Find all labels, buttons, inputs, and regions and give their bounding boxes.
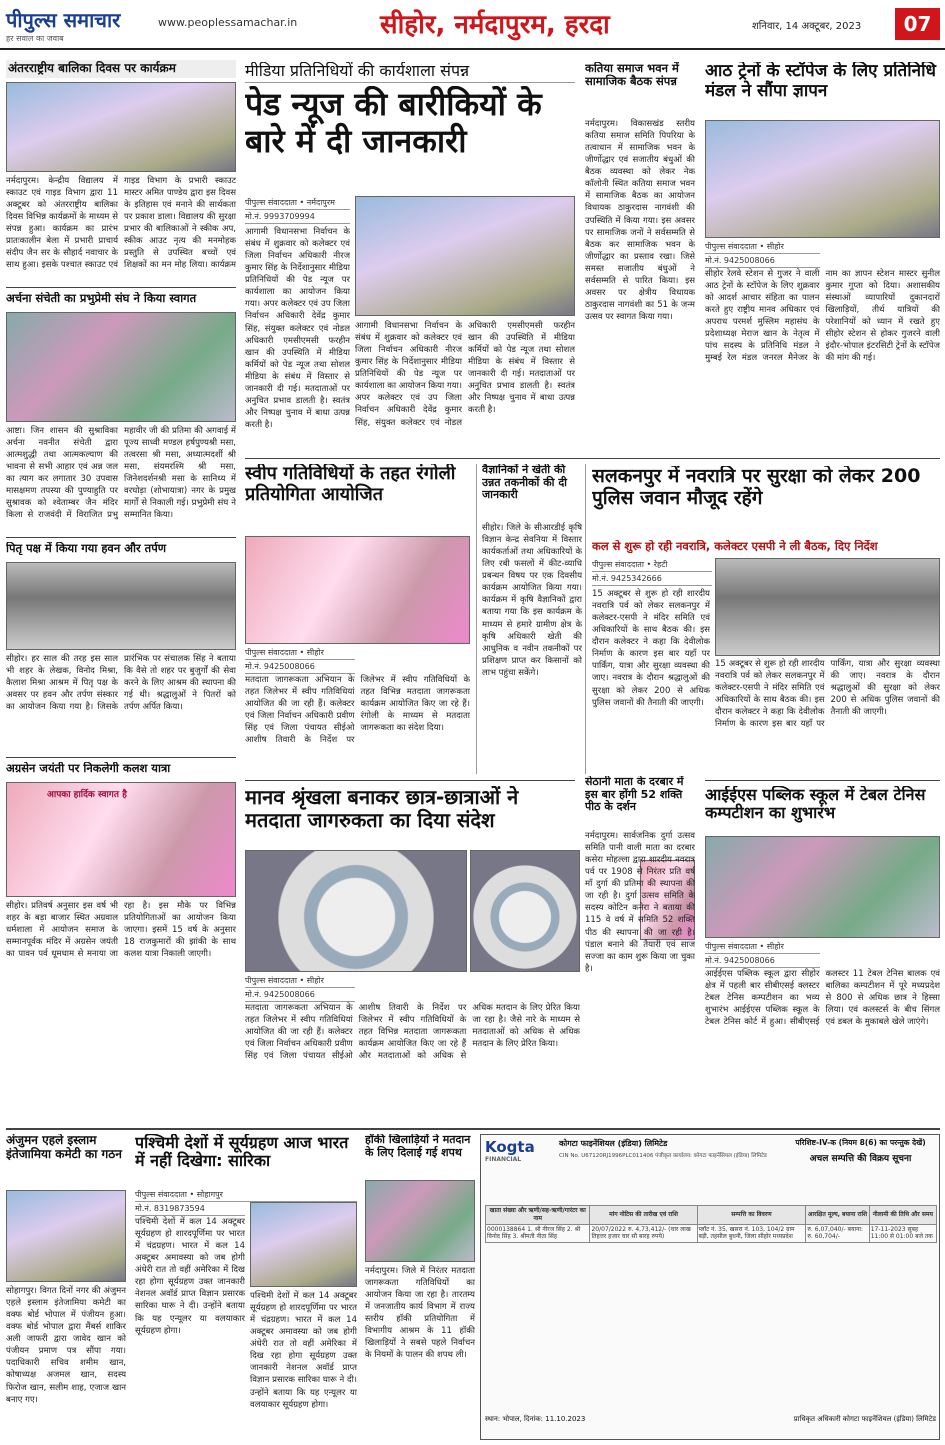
divider [585, 464, 586, 774]
table-cell: 0000138864 1. श्री नीरज सिंह 2. श्री विनोद सिंह 3. श्रीमती नीता सिंह [486, 1224, 590, 1243]
article-a1-body: नर्मदापुरम। केन्द्रीय विद्यालय में स्काउट एवं गाइड विभाग द्वारा 11 अक्टूबर को अंतरराष्ट्रीय बालिका दिवस विभिन्न कार्यक्रमों के माध्यम से संपन्न हुआ। कार्यक्रम का प्रारंभ प्रातःकालीन बेला में प्रभारी प्राचार्य संदीप जैन सर के सौहार्द नवाचार के साथ हुआ। इसके पश्चात स्काउट एवं गाइड विभाग के प्रभारी स्काउट मास्टर अमित पाण्डेय द्वारा इस दिवस के इतिहास एवं मनाने की सार्थकता पर प्रकाश डाला। विद्यालय की सुरक्षा प्रभार की बालिकाओं ने स्कीक अप, स्कीक आउट नृत्य की मनमोहक प्रस्तुति से उपस्थित बच्चों एवं शिक्षकों का मन मोह लिया। कार्यक्रम [6, 176, 236, 271]
byline-a13: पीपुल्स संवाददाता • रेहटी [592, 558, 712, 572]
ad-company: कोगटा फाइनेंशियल (इंडिया) लिमिटेड [559, 1139, 668, 1148]
photo-table-tennis [705, 836, 940, 938]
region-title: सीहोर, नर्मदापुरम, हरदा [380, 10, 610, 40]
welcome-banner-text: आपका हार्दिक स्वागत है [47, 790, 127, 800]
mobile-a13: मो.नं. 9425342666 [592, 572, 712, 586]
headline-a15: अंजुमन एहले इस्लाम इंतेजामिया कमेटी का गठन [6, 1134, 122, 1161]
headline-a8: कतिया समाज भवन में सामाजिक बैठक संपन्न [585, 62, 679, 89]
article-a3-body: सीहोर। हर साल की तरह इस साल भी शहर के लेखक, विनोद मिश्रा, कैलाश मिश्रा आश्रम में पितृ पक्ष के अवसर पर हवन और तर्पण संस्कार का आयोजन किया गया है। जिसके प्रारंभिक पर संचालक सिंह ने बताया कि वैसे तो शहर पर बुजुर्गों की सेवा करने के लिए आश्रम की स्थापना की गई थी। श्रद्धालुओं ने पितरों को तर्पण अर्पित किया। [6, 654, 236, 713]
article-a7-body: मतदाता जागरूकता अभियान के तहत जिलेभर में स्वीप गतिविधियां आयोजित की जा रही हैं। कलेक्टर एवं जिला निर्वाचन अधिकारी प्रवीण सिंह एवं जिला पंचायत सीईओ आशीष तिवारी के निर्देश पर जिलेभर में स्वीप गतिविधियों के तहत विभिन्न मतदाता जागरूकता कार्यक्रम आयोजित किए जा रहे हैं और मतदाताओं को अधिक से अधिक मतदान के लिए प्रेरित किया जा रहा है। जैसे नारे के माध्यम से मतदाताओं को अधिक से अधिक मतदान के लिए प्रेरित किया। [245, 1003, 580, 1062]
byline-a16: पीपुल्स संवाददाता • सोहागपुर [135, 1188, 357, 1202]
auction-table [485, 1205, 937, 1243]
divider [245, 780, 575, 781]
photo-rangoli-competition [245, 536, 470, 644]
issue-date: शनिवार, 14 अक्टूबर, 2023 [752, 21, 862, 32]
article-a15-body: सोहागपुर। विगत दिनों नगर की अंजुमन एहले इस्लाम इंतेजामिया कमेटी का वक्फ बोर्ड भोपाल में पंजीयन हुआ। वक्फ बोर्ड भोपाल द्वारा मैंबर्स शाकिर अली जाफरी द्वारा जावेद खान को पंजीयन प्रमाण पत्र सौंपा गया। पदाधिकारी सचिव शमीम खान, कोषाध्यक्ष अजमल खान, सदस्य फिरोज खान, सलीम शाह, एजाज खान बनाए गए। [6, 1286, 126, 1405]
byline-a6: पीपुल्स संवाददाता • सीहोर [245, 646, 355, 660]
photo-meeting-salkanpur [715, 558, 940, 656]
byline-a12: पीपुल्स संवाददाता • सीहोर [705, 240, 820, 254]
col-header: आरक्षित मूल्य, बयाना राशि [806, 1206, 869, 1225]
photo-committee [6, 1190, 126, 1282]
article-a16-body-1: पश्चिमी देशों में कल 14 अक्टूबर सूर्यग्रहण हो शारदपूर्णिमा पर भारत में चंद्रग्रहण। भारत में कल 14 अक्टूबर अमावस्या को जब होगी अंधेरी रात तो वहीं अमेरिका में दिख रहा होगा सूर्यग्रहण उक्त जानकारी नेशनल अवॉर्ड प्राप्त विज्ञान प्रसारक सारिका घारू ने दी। उन्होंने बताया कि यह एन्यूलर या वलयाकार सूर्यग्रहण होगा। [135, 1217, 245, 1336]
article-a8-body: नर्मदापुरम। विकासखंड स्तरीय कतिया समाज समिति पिपरिया के तत्वाधान में सामाजिक भवन के जीर्णोद्धार एवं सजातीय बंधुओं की बैठक व्यवस्था को लेकर नेक कॉलोनी स्थित कतिया समाज भवन में सामाजिक बैठक का आयोजन विधायक ठाकुरदास नागवंशी की उपस्थिति में किया गया। इस अवसर पर सामाजिक जनों ने सर्वसम्मति से बैठक कर सामाजिक भवन के जीर्णोद्धार का प्रस्ताव रखा। जिसे समस्त सजातीय बंधुओं ने सर्वसम्मति से पारित किया। इस अवसर पर क्षेत्रीय विधायक ठाकुरदास नागवंशी का 51 के जन्म उत्सव पर स्वागत किया गया। [585, 119, 695, 322]
article-a5-body-2: आगामी विधानसभा निर्वाचन के संबंध में शुक्रवार को कलेक्टर एवं जिला निर्वाचन अधिकारी नीरज कुमार सिंह के निर्देशानुसार मीडिया प्रतिनिधियों की पेड न्यूज पर कार्यशाला का आयोजन किया गया। अपर कलेक्टर एवं उप जिला निर्वाचन अधिकारी देवेंद्र कुमार सिंह, संयुक्त कलेक्टर एवं नोडल अधिकारी एमसीएमसी फरहीन खान की उपस्थिति में मीडिया कर्मियों को पेड न्यूज तथा सोशल मीडिया के संबंध में विस्तार से जानकारी दी गई। मतदाताओं पर अनुचित प्रभाव डालती है। स्वतंत्र और निष्पक्ष चुनाव में बाधा उत्पन्न करती है। [355, 321, 575, 428]
masthead [0, 0, 945, 50]
subtitle-a13: कल से शुरू हो रही नवरात्रि, कलेक्टर एसपी ने ली बैठक, दिए निर्देश [592, 540, 878, 553]
article-a13-body-1: 15 अक्टूबर से शुरू हो रही शारदीय नवरात्रि पर्व को लेकर सलकनपुर में कलेक्टर-एसपी ने मंदिर समिति एवं अधिकारियों के साथ बैठक की। इस दौरान कलेक्टर ने कहा कि देवीलोक निर्माण के कारण इस बार यहाँ पर पार्किंग, यात्रा और सुरक्षा व्यवस्था की जाए। नवरात्र के दौरान श्रद्धालुओं की सुरक्षा को लेकर 200 से अधिक पुलिस जवानों की तैनाती की जाएगी। [592, 589, 710, 708]
article-a14-body: आईईएस पब्लिक स्कूल द्वारा सीहोर क्षेत्र में पहली बार सीबीएसई क्लस्टर टेबल टेनिस कम्पटीशन का भव्य शुभारंभ आईईएस पब्लिक स्कूल के टेबल टेनिस कोर्ट में हुआ। सीबीएसई कलस्टर 11 टेबल टेनिस बालक एवं बालिका कम्पटीशन में पूरे मध्यप्रदेश से 800 से अधिक छात्र ने हिस्सा लिया। एवं कलस्टर्स के बीच सिंगल एवं डबल के मुकाबले खेले जाएंगे। [705, 969, 940, 1028]
headline-a13: सलकनपुर में नवरात्रि पर सुरक्षा को लेकर 200 पुलिस जवान मौजूद रहेंगे [592, 466, 921, 509]
headline-a11: हॉकी खिलाड़ियों ने मतदान के लिए दिलाई गई शपथ [365, 1134, 471, 1159]
article-a11-body: नर्मदापुरम। जिले में निरंतर मतदाता जागरूकता गतिविधियों का आयोजन किया जा रहा है। तारतम्य में जनजातीय कार्य विभाग में राज्य स्तरीय हॉकी प्रतियोगिता में विभागीय आश्रम के 11 हॉकी खिलाड़ियों ने सबसे पहले निर्वाचन के नियमों के पालन की शपथ ली। [365, 1266, 475, 1361]
mobile-a6: मो.नं. 9425008066 [245, 660, 355, 674]
photo-sarika [250, 1202, 357, 1287]
byline-a7: पीपुल्स संवाददाता • सीहोर [245, 974, 355, 988]
divider [705, 780, 940, 781]
photo-rangoli-event [6, 782, 236, 897]
photo-scouts-girls [6, 82, 236, 172]
headline-a16: पश्चिमी देशों में सूर्यग्रहण आज भारत में नहीं दिखेगा: सारिका [135, 1134, 349, 1171]
article-a9-body: सीहोर। जिले के सीआरडीई कृषि विज्ञान केन्द्र सेवनिया में विस्तार कार्यकर्ताओं तथा अधिकारियों के लिए रबी फसलों में कीट-व्याधि प्रबन्धन विषय पर एक दिवसीय कार्यक्रम आयोजित किया गया। कार्यक्रम में कृषि वैज्ञानिकों द्वारा बताया गया कि इस कार्यक्रम के माध्यम से हमारे ग्रामीण क्षेत्र के कृषि अधिकारी खेती की आधुनिक व नवीन तकनीकों पर प्रशिक्षण प्राप्त कर किसानों को लाभ पहुंचा सकेंगे। [482, 523, 582, 678]
article-a12-body: सीहोर रेलवे स्टेशन से गुजर ने वाली आठ ट्रेनों के स्टॉपेज के लिए शुक्रवार को आदर्श आचार संहिता का पालन करते हुए राष्ट्रीय मानव अधिकार एवं अपराध परमर्श मुस्लिम महासंघ के प्रदेशाध्यक्ष मेराज खान के नेतृत्व में पांच सदस्य के प्रतिनिधि मंडल ने मुम्बई रेल मंडल जनरल मैनेजर के नाम का ज्ञापन स्टेशन मास्टर सुनील कुमार गुप्ता को दिया। अशासकीय संस्थाओं व्यापारियों दुकानदारों खिलाड़ियों, तीर्थ यात्रियों की परेशानियों को ध्यान में रखते हुए सीहोर स्टेशन से होकर गुजरने वाली इंदौर-भोपाल इंटरसिटी ट्रेनों के स्टॉपेज की मांग की गई। [705, 269, 940, 364]
table-cell: रु. 6,07,040/- बयाना: रु. 60,704/- [806, 1224, 869, 1243]
photo-human-chain-2 [470, 850, 580, 972]
article-a5-body-1: आगामी विधानसभा निर्वाचन के संबंध में शुक्रवार को कलेक्टर एवं जिला निर्वाचन अधिकारी नीरज कुमार सिंह के निर्देशानुसार मीडिया प्रतिनिधियों की पेड न्यूज पर कार्यशाला का आयोजन किया गया। अपर कलेक्टर एवं उप जिला निर्वाचन अधिकारी देवेंद्र कुमार सिंह, संयुक्त कलेक्टर एवं नोडल अधिकारी एमसीएमसी फरहीन खान की उपस्थिति में मीडिया कर्मियों को पेड न्यूज तथा सोशल मीडिया के संबंध में विस्तार से जानकारी दी गई। मतदाताओं पर अनुचित प्रभाव डालती है। स्वतंत्र और निष्पक्ष चुनाव में बाधा उत्पन्न करती है। [245, 227, 350, 430]
kogta-logo: Kogta FINANCIAL [485, 1138, 535, 1163]
mobile-a14: मो.नं. 9425008066 [705, 954, 820, 968]
divider [6, 537, 236, 538]
headline-a5: पेड न्यूज की बारीकियों के बारे में दी जानकारी [245, 86, 542, 160]
ad-notice-title: परिशिष्ट-IV-क (नियम 8(6) का परन्तुक देखें) [795, 1138, 926, 1147]
photo-havan [6, 562, 236, 650]
article-a16-body-2: पश्चिमी देशों में कल 14 अक्टूबर सूर्यग्रहण हो शारदपूर्णिमा पर भारत में चंद्रग्रहण। भारत में कल 14 अक्टूबर अमावस्या को जब होगी अंधेरी रात तो वहीं अमेरिका में दिख रहा होगा सूर्यग्रहण उक्त जानकारी नेशनल अवॉर्ड प्राप्त विज्ञान प्रसारक सारिका घारू ने दी। उन्होंने बताया कि यह एन्यूलर या वलयाकार सूर्यग्रहण होगा। [250, 1291, 357, 1410]
divider [6, 287, 236, 288]
photo-procession [6, 312, 236, 422]
photo-media-workshop [355, 196, 575, 316]
page-number: 07 [895, 8, 940, 40]
photo-hockey [365, 1180, 475, 1262]
headline-a14: आईईएस पब्लिक स्कूल में टेबल टेनिस कम्पटीशन का शुभारंभ [705, 786, 926, 823]
headline-a7: मानव श्रृंखला बनाकर छात्र-छात्राओं ने मतदाता जागरुकता का दिया संदेश [245, 786, 519, 832]
kicker-a5: मीडिया प्रतिनिधियों की कार्यशाला संपन्न [245, 62, 575, 83]
headline-a10: सेठानी माता के दरबार में इस बार होंगी 52 शक्ति पीठ के दर्शन [585, 776, 684, 814]
headline-a2: अर्चना संचेती का प्रभुप्रेमी संघ ने किया स्वागत [6, 292, 197, 305]
mobile-a12: मो.नं. 9425008066 [705, 254, 820, 268]
newspaper-logo[interactable]: पीपुल्स समाचार हर सवाल का जवाब [6, 8, 121, 43]
headline-a9: वैज्ञानिकों ने खेती की उन्नत तकनीकों की दी जानकारी [482, 464, 568, 502]
table-cell: प्लॉट नं. 35, खसरा नं. 103, 104/2 ग्राम बड़ी, तहसील बुधनी, जिला सीहोर मध्यप्रदेश [697, 1224, 806, 1243]
kogta-auction-notice [480, 1134, 940, 1440]
ad-notice-sub: अचल सम्पत्ति की विक्रय सूचना [809, 1154, 912, 1164]
ad-footer: स्थान: भोपाल, दिनांक: 11.10.2023 [485, 1415, 586, 1423]
divider [585, 458, 940, 459]
article-a10-body: नर्मदापुरम। सार्वजनिक दुर्गा उत्सव समिति पानी वाली माता का दरबार कसेरा मोहल्ला द्वारा शारदीय नवरात्र पर्व पर 1908 से निरंतर प्रति वर्ष माँ दुर्गा की प्रतिमा की स्थापना की जा रही है। दुर्गा उत्सव समिति के सदस्य कोटिन कनेरा ने बताया की 115 वे वर्ष में समिति 52 शक्ति पीठ की स्थापना की जा रही है। पंडाल बनाने की तैयारी एवं साज सज्जा का काम शुरू किया जा चुका है। [585, 831, 695, 974]
headline-a3: पितृ पक्ष में किया गया हवन और तर्पण [6, 542, 167, 555]
article-a4-body: सीहोर। प्रतिवर्ष अनुसार इस वर्ष भी शहर के बड़ा बाजार स्थित अग्रवाल धर्मशाला में आयोजन समाज के सम्मानपूर्वक मंदिर में अग्रसेन जयंती का पावन पर्व धूमधाम से मनाया जा रहा है। इस मौके पर विभिन्न प्रतियोगिताओं का आयोजन किया जाएगा। इसमें 15 वर्ष के अनुसार 18 राजकुमारों की झांकी के साथ कलश यात्रा निकाली जाएगी। [6, 901, 236, 960]
byline-a14: पीपुल्स संवाददाता • सीहोर [705, 940, 820, 954]
divider [476, 464, 477, 774]
website-url[interactable]: www.peoplessamachar.in [158, 16, 298, 29]
table-cell: 17-11-2023 सुबह 11:00 से 01:00 बजे तक [869, 1224, 936, 1243]
article-a2-body: आष्टा। जिन शासन की सुश्राविका अर्चना नवनीत संचेती द्वारा आत्मशुद्धी तथा आत्मकल्याण की भावना से सभी आहार एवं अन्न जल का त्याग कर लगातार 30 उपवास मासक्षमण तपस्या की पुण्याहुति पर सुश्रावक को श्वेताम्बर जैन मंदिर किला से राजवंदी में विराजित प्रभु महावीर जी की प्रतिमा की अगवाई में पूज्य साध्वी मण्डल हर्षपुण्यश्री मसा, तत्वरसा श्री मसा, अध्यात्मदर्शी श्री मसा, संयमरश्मि श्री मसा, जिनेशदर्शनश्री मसा के सानिध्य में वरघोड़ा (शोभायात्रा) नगर के प्रमुख मार्गों से निकाली गई। प्रभुप्रेमी संघ ने सम्मानित किया। [6, 426, 236, 521]
ad-cin: CIN No. U67120RJ1996PLC011406 पंजीकृत कार्यालय: कोगटा फाइनेंसियल (इंडिया) लिमिटेड [559, 1153, 767, 1159]
headline-a12: आठ ट्रेनों के स्टॉपेज के लिए प्रतिनिधि मंडल ने सौंपा ज्ञापन [705, 62, 936, 101]
mobile-a7: मो.नं. 9425008066 [245, 988, 355, 1002]
headline-a6: स्वीप गतिविधियों के तहत रंगोली प्रतियोगिता आयोजित [245, 464, 456, 505]
headline-a1: अंतरराष्ट्रीय बालिका दिवस पर कार्यक्रम [6, 60, 236, 78]
byline-a5: पीपुल्स संवाददाता • नर्मदापुरम [245, 196, 350, 210]
mobile-a5: मो.नं. 9993709994 [245, 210, 350, 224]
photo-memorandum [705, 120, 940, 238]
table-row [486, 1224, 937, 1243]
article-a6-body: मतदाता जागरूकता अभियान के तहत जिलेभर में स्वीप गतिविधियां आयोजित की जा रही हैं। कलेक्टर एवं जिला निर्वाचन अधिकारी प्रवीण सिंह एवं जिला पंचायत सीईओ आशीष तिवारी के निर्देश पर जिलेभर में स्वीप गतिविधियों के तहत विभिन्न मतदाता जागरूकता कार्यक्रम आयोजित किए जा रहे हैं। रंगोली के माध्यम से मतदाता जागरूकता का संदेश दिया। [245, 675, 470, 746]
col-header: मांग नोटिस की तारीख एवं राशि [590, 1206, 697, 1225]
headline-a4: अग्रसेन जयंती पर निकलेगी कलश यात्रा [6, 762, 171, 775]
table-cell: 20/07/2022 रु. 4,73,412/- (चार लाख तिहत्तर हजार चार सौ बारह रुपये) [590, 1224, 697, 1243]
article-a13-body-2: 15 अक्टूबर से शुरू हो रही शारदीय नवरात्रि पर्व को लेकर सलकनपुर में कलेक्टर-एसपी ने मंदिर समिति एवं अधिकारियों के साथ बैठक की। इस दौरान कलेक्टर ने कहा कि देवीलोक निर्माण के कारण इस बार यहाँ पर पार्किंग, यात्रा और सुरक्षा व्यवस्था की जाए। नवरात्र के दौरान श्रद्धालुओं की सुरक्षा को लेकर 200 से अधिक पुलिस जवानों की तैनाती की जाएगी। [715, 659, 940, 730]
col-header: नीलामी की तिथि और समय [869, 1206, 936, 1225]
mobile-a16: मो.नं. 8319873594 [135, 1202, 245, 1216]
col-header: सम्पत्ति का विवरण [697, 1206, 806, 1225]
divider [6, 1128, 940, 1130]
divider [6, 757, 236, 758]
photo-human-chain [245, 850, 467, 972]
col-header: खाता संख्या और ऋणी/सह-ऋणी/गारंटर का नाम [486, 1206, 590, 1225]
ad-signature: प्राधिकृत अधिकारी कोगटा फाइनेंशियल (इंडिया) लिमिटेड [793, 1415, 936, 1423]
